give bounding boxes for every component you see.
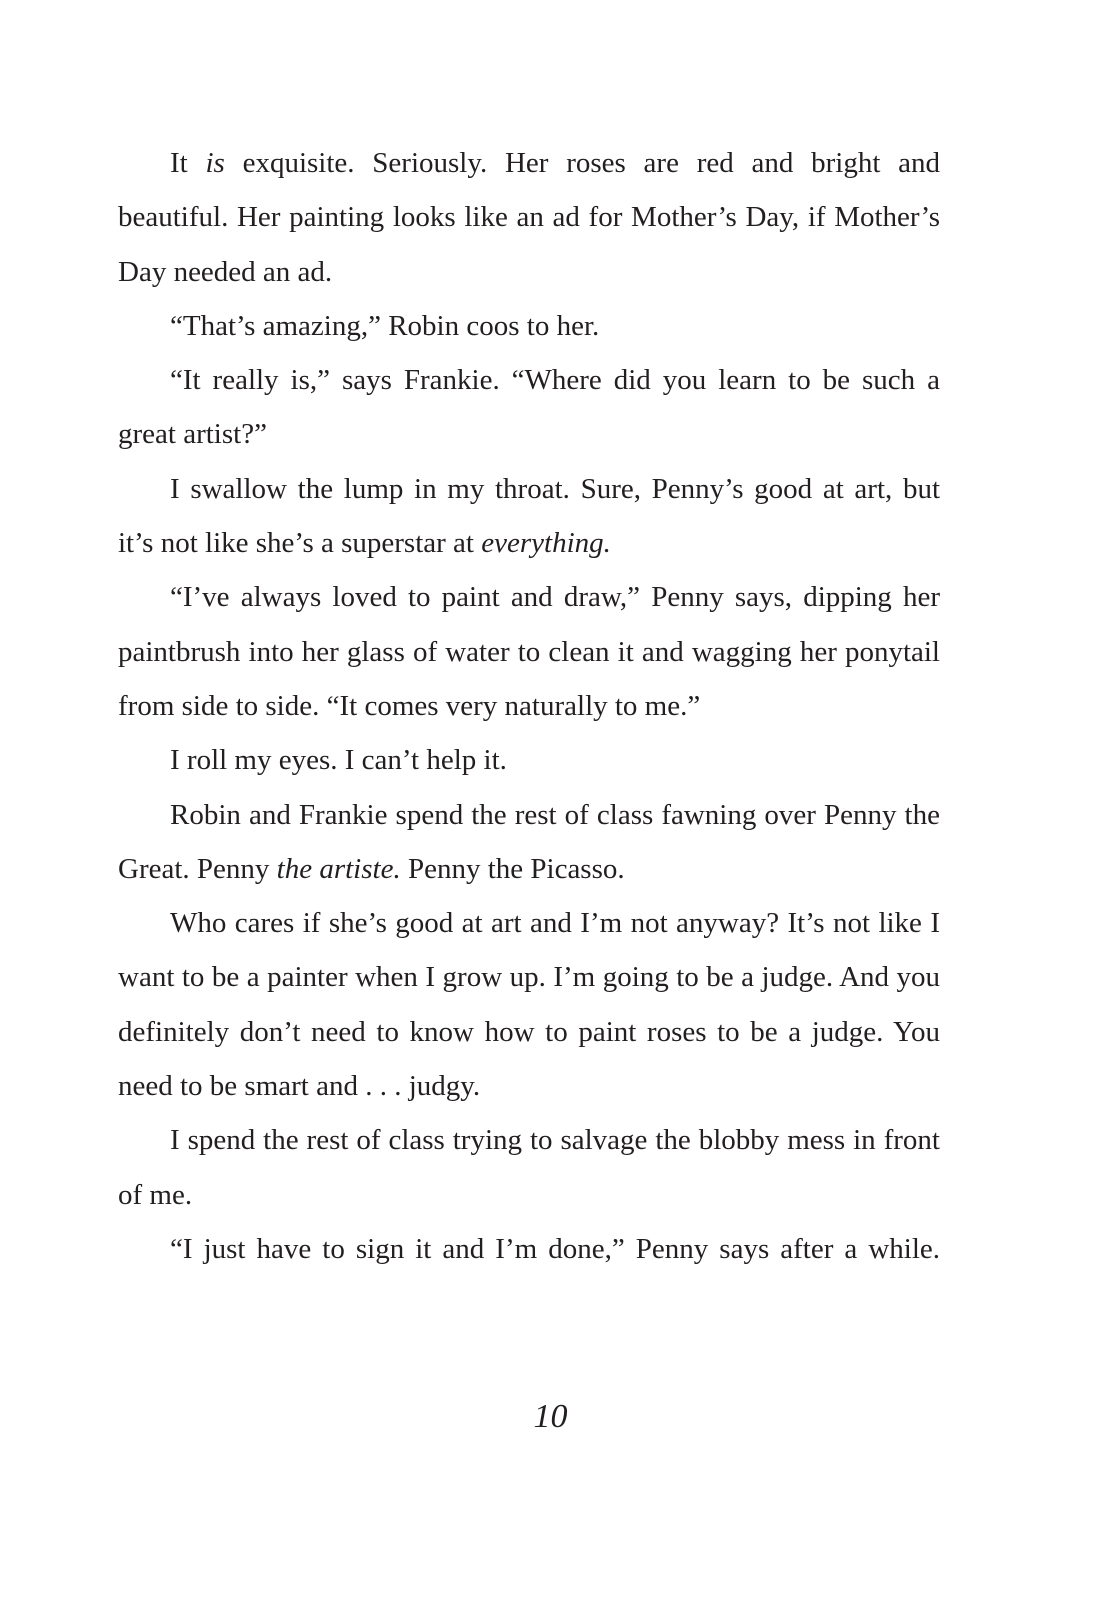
text-run: It	[170, 147, 206, 179]
text-run: “That’s amazing,” Robin coos to her.	[170, 309, 600, 342]
italic-text: everything.	[481, 527, 611, 560]
paragraph	[118, 570, 940, 733]
text-run: I swallow the lump in my throat. Sure, Penny’s good at art, but it’s not like she’s a superstar at	[118, 472, 940, 560]
italic-text: is	[205, 147, 225, 179]
paragraph	[118, 788, 940, 897]
paragraph	[118, 462, 940, 571]
paragraph	[118, 733, 940, 787]
paragraph	[118, 1222, 940, 1276]
paragraph	[118, 1113, 940, 1222]
text-run: I roll my eyes. I can’t help it.	[170, 744, 507, 777]
text-run: I spend the rest of class trying to salvage the blobby mess in front of me.	[118, 1124, 940, 1211]
paragraph	[118, 136, 940, 299]
text-run: Who cares if she’s good at art and I’m not anyway? It’s not like I want to be a painter when I grow up. I’m going to be a judge. And you definitely don’t need to know how to paint roses to be a judge. You need to be smart and . . . judgy.	[118, 907, 940, 1103]
text-run: Robin and Frankie spend the rest of class fawning over Penny the Great. Penny	[118, 798, 940, 885]
text-run: Penny the Picasso.	[400, 852, 625, 885]
text-run: exquisite. Seriously. Her roses are red and bright and beautiful. Her painting looks like an ad for Mother’s Day, if Mother’s Day needed an ad.	[118, 147, 941, 288]
paragraph	[118, 299, 940, 353]
text-run: “It really is,” says Frankie. “Where did you learn to be such a great artist?”	[118, 364, 940, 451]
page-number: 10	[533, 1398, 568, 1435]
paragraph	[118, 353, 940, 462]
italic-text: the artiste.	[276, 852, 401, 885]
text-run: “I’ve always loved to paint and draw,” Penny says, dipping her paintbrush into her glass of water to clean it and wagging her ponytail from side to side. “It comes very naturally to me.”	[118, 581, 940, 722]
body-text	[118, 136, 940, 1276]
text-run: “I just have to sign it and I’m done,” Penny says after a while.	[170, 1232, 940, 1265]
paragraph	[118, 896, 940, 1113]
